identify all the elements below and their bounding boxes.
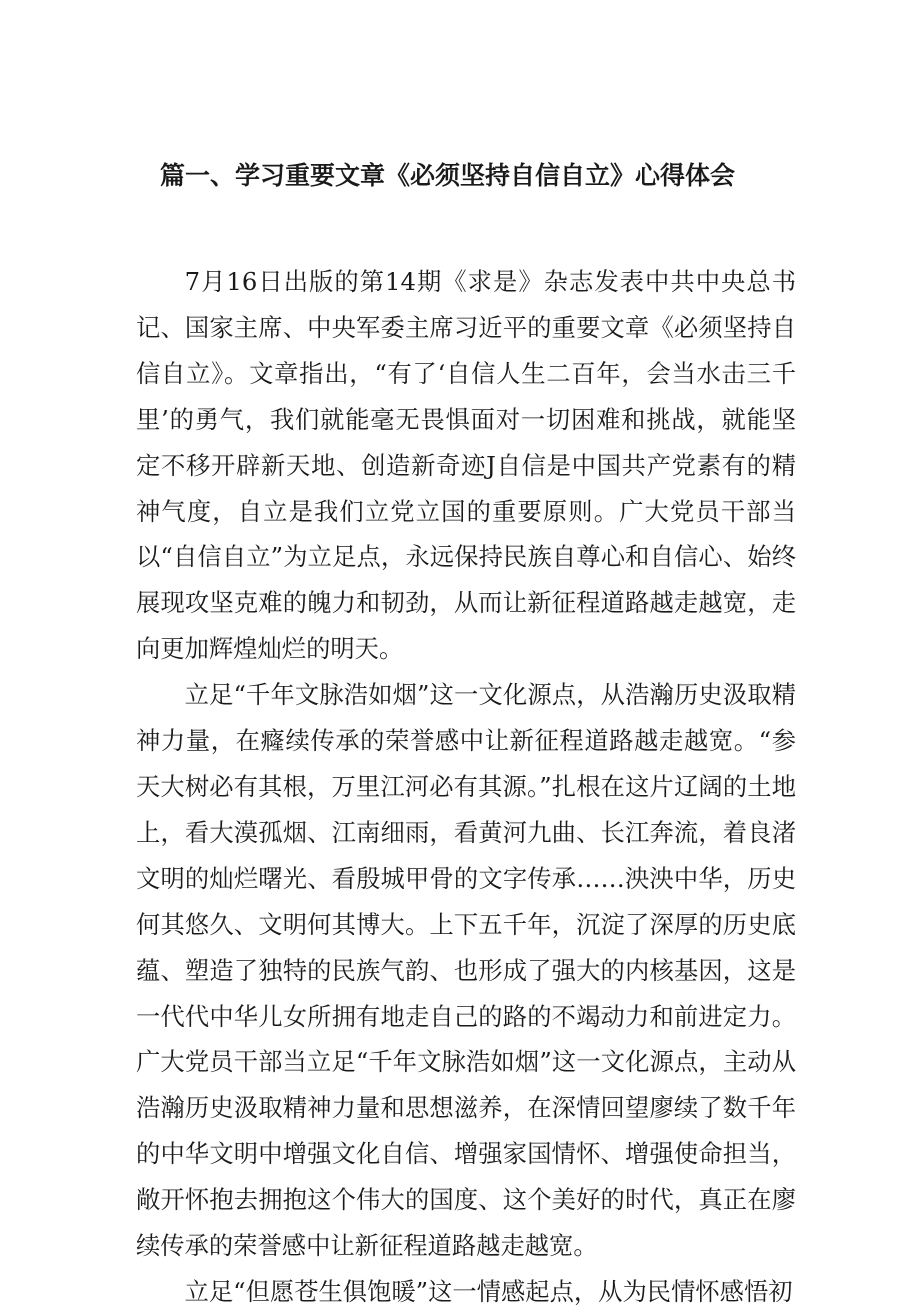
paragraph-2: 立足“千年文脉浩如烟”这一文化源点，从浩瀚历史汲取精神力量，在癃续传承的荣誉感中让新征程道路越走越宽。“参天大树必有其根，万里江河必有其源。”扎根在这片辽阔的土地上，看大漠孤烟、江南细雨，看黄河九曲、长江奔流，着良渚文明的灿烂曙光、看殷城甲骨的文字传承……泱泱中华，历史何其悠久、文明何其博大。上下五千年，沉淀了深厚的历史底蕴、塑造了独特的民族气韵、也形成了强大的内核基因，这是一代代中华儿女所拥有地走自己的路的不竭动力和前进定力。广大党员干部当立足“千年文脉浩如烟”这一文化源点，主动从浩瀚历史汲取精神力量和思想滋养，在深情回望廖续了数千年的中华文明中增强文化自信、增强家国情怀、增强使命担当，敞开怀抱去拥抱这个伟大的国度、这个美好的时代，真正在廖续传承的荣誉感中让新征程道路越走越宽。 xyxy=(136,680,796,1261)
paragraph-3: 立足“但愿苍生俱饱暖”这一情感起点，从为民情怀感悟初 xyxy=(184,1276,793,1306)
document-title: 篇一、学习重要文章《必须坚持自信自立》心得体会 xyxy=(160,161,736,190)
document-body xyxy=(136,259,796,1315)
paragraph-1: 7月16日出版的第14期《求是》杂志发表中共中央总书记、国家主席、中央军委主席习近平的重要文章《必须坚持自信自立》。文章指出，“有了‘自信人生二百年，会当水击三千里’的勇气，我们就能毫无畏惧面对一切困难和挑战，就能坚定不移开辟新天地、创造新奇迹J自信是中国共产党素有的精神气度，自立是我们立党立国的重要原则。广大党员干部当以“自信自立”为立足点，永远保持民族自尊心和自信心、始终展现攻坚克难的魄力和韧劲，从而让新征程道路越走越宽，走向更加辉煌灿烂的明天。 xyxy=(136,267,796,664)
